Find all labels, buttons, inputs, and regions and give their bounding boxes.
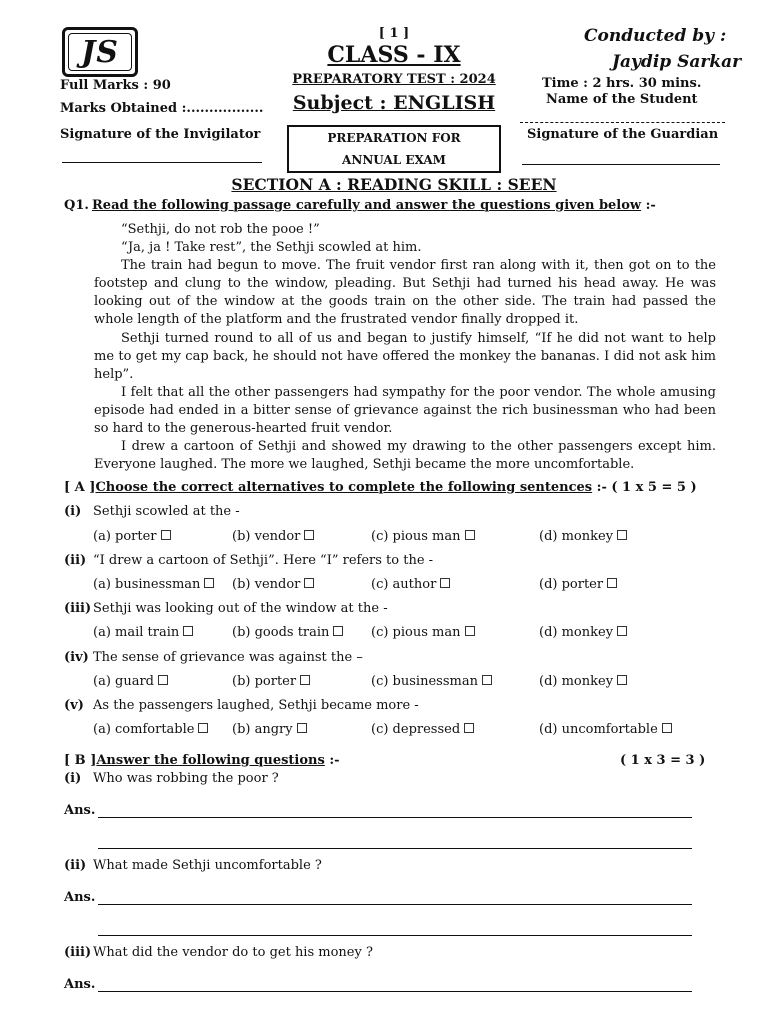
question-number: (v) [64,698,84,713]
passage-paragraph: Sethji turned round to all of us and began to justify himself, “If he did not want to help me to get my cap back, he should not have offered the monkey the bananas. I did not ask him help”. [94,330,716,382]
student-name-line [520,122,725,123]
preparation-box [287,125,501,173]
answer-label: Ans. [64,803,96,818]
question-number: (i) [64,504,82,519]
checkbox-icon[interactable] [161,530,171,540]
box-line-1: PREPARATION FOR [327,131,461,145]
option[interactable]: (b) porter [232,674,310,689]
checkbox-icon[interactable] [304,578,314,588]
checkbox-icon[interactable] [465,530,475,540]
invigilator-signature-line [62,162,262,163]
part-a-heading [64,480,697,495]
author-name: Jaydip Sarkar [612,52,742,72]
option[interactable]: (c) businessman [371,674,492,689]
question-text: Sethji scowled at the - [93,504,240,519]
checkbox-icon[interactable] [607,578,617,588]
checkbox-icon[interactable] [464,723,474,733]
option[interactable]: (a) guard [93,674,168,689]
checkbox-icon[interactable] [304,530,314,540]
option[interactable]: (d) monkey [539,529,627,544]
test-title: PREPARATORY TEST : 2024 [292,72,496,87]
logo-border [68,33,132,71]
checkbox-icon[interactable] [204,578,214,588]
part-a-marks: :- ( 1 x 5 = 5 ) [592,480,697,495]
answer-line[interactable] [98,935,692,936]
option[interactable]: (b) angry [232,722,307,737]
checkbox-icon[interactable] [662,723,672,733]
logo-text: JS [81,34,119,70]
option[interactable]: (b) vendor [232,529,314,544]
answer-line[interactable] [98,904,692,905]
checkbox-icon[interactable] [183,626,193,636]
invigilator-signature-label: Signature of the Invigilator [60,127,261,142]
question-number: (ii) [64,858,87,873]
checkbox-icon[interactable] [465,626,475,636]
option[interactable]: (b) vendor [232,577,314,592]
question-text: “I drew a cartoon of Sethji”. Here “I” refers to the - [93,553,434,568]
part-b-marks: ( 1 x 3 = 3 ) [620,753,706,768]
checkbox-icon[interactable] [333,626,343,636]
full-marks: Full Marks : 90 [60,78,171,93]
page-number: [ 1 ] [378,26,410,41]
question-text: As the passengers laughed, Sethji became more - [93,698,419,713]
section-title: SECTION A : READING SKILL : SEEN [231,175,557,194]
option[interactable]: (d) uncomfortable [539,722,672,737]
option[interactable]: (b) goods train [232,625,343,640]
passage-paragraph: “Ja, ja ! Take rest”, the Sethji scowled at him. [121,240,422,256]
marks-obtained: Marks Obtained :................. [60,101,264,116]
guardian-signature-label: Signature of the Guardian [527,127,719,142]
checkbox-icon[interactable] [158,675,168,685]
class-title: CLASS - IX [327,42,461,68]
q1-instruction: Read the following passage carefully and answer the questions given below [92,198,642,213]
part-b-instruction: Answer the following questions [96,753,325,768]
option[interactable]: (c) depressed [371,722,474,737]
box-line-2: ANNUAL EXAM [342,153,446,167]
option[interactable]: (a) comfortable [93,722,208,737]
checkbox-icon[interactable] [617,626,627,636]
passage-paragraph: The train had begun to move. The fruit vendor first ran along with it, then got on to the footstep and clung to the window, pleading. But Sethji had turned his head away. He was looking out of the window at the goods train on the other side. The train had passed the whole length of the platform and the frustrated vendor finally dropped it. [94,258,716,328]
part-b-heading [64,753,340,768]
question-text: Who was robbing the poor ? [93,771,279,786]
question-number: (iii) [64,601,92,616]
answer-line[interactable] [98,991,692,992]
subject-title: Subject : ENGLISH [292,92,496,114]
part-b-suffix: :- [324,753,340,768]
part-a-instruction: Choose the correct alternatives to complete the following sentences [95,480,593,495]
question-text: Sethji was looking out of the window at the - [93,601,388,616]
option[interactable]: (d) porter [539,577,617,592]
passage-paragraph: I felt that all the other passengers had sympathy for the poor vendor. The whole amusing episode had ended in a bitter sense of grievance against the rich businessman who had been so hard to the generous-hearted fruit vendor. [94,384,716,437]
conducted-by: Conducted by : [584,26,727,46]
q1-instruction-line [92,198,656,213]
question-number: (iv) [64,650,89,665]
option[interactable]: (c) pious man [371,529,475,544]
q1-number: Q1. [64,198,89,213]
guardian-signature-line [522,164,720,165]
passage [94,221,716,474]
option[interactable]: (a) businessman [93,577,214,592]
option[interactable]: (a) porter [93,529,171,544]
passage-paragraph: I drew a cartoon of Sethji and showed my drawing to the other passengers except him. Everyone laughed. The more we laughed, Sethji became the more uncomfortable. [94,439,716,473]
option[interactable]: (c) author [371,577,450,592]
answer-line[interactable] [98,817,692,818]
answer-line[interactable] [98,848,692,849]
option[interactable]: (c) pious man [371,625,475,640]
part-b-label: [ B ] [64,753,97,768]
question-number: (i) [64,771,82,786]
checkbox-icon[interactable] [198,723,208,733]
question-number: (iii) [64,945,92,960]
checkbox-icon[interactable] [300,675,310,685]
passage-paragraph: “Sethji, do not rob the pooe !” [121,222,320,237]
option[interactable]: (a) mail train [93,625,193,640]
option[interactable]: (d) monkey [539,625,627,640]
question-number: (ii) [64,553,87,568]
checkbox-icon[interactable] [617,675,627,685]
checkbox-icon[interactable] [482,675,492,685]
answer-label: Ans. [64,977,96,992]
checkbox-icon[interactable] [440,578,450,588]
checkbox-icon[interactable] [617,530,627,540]
part-a-label: [ A ] [64,480,96,495]
question-text: What did the vendor do to get his money ? [93,945,373,960]
q1-suffix: :- [641,198,656,213]
option[interactable]: (d) monkey [539,674,627,689]
school-logo [62,27,138,77]
time-allowed: Time : 2 hrs. 30 mins. [542,76,702,91]
question-text: The sense of grievance was against the – [93,650,363,665]
answer-label: Ans. [64,890,96,905]
student-name-label: Name of the Student [546,92,698,107]
checkbox-icon[interactable] [297,723,307,733]
question-text: What made Sethji uncomfortable ? [93,858,322,873]
